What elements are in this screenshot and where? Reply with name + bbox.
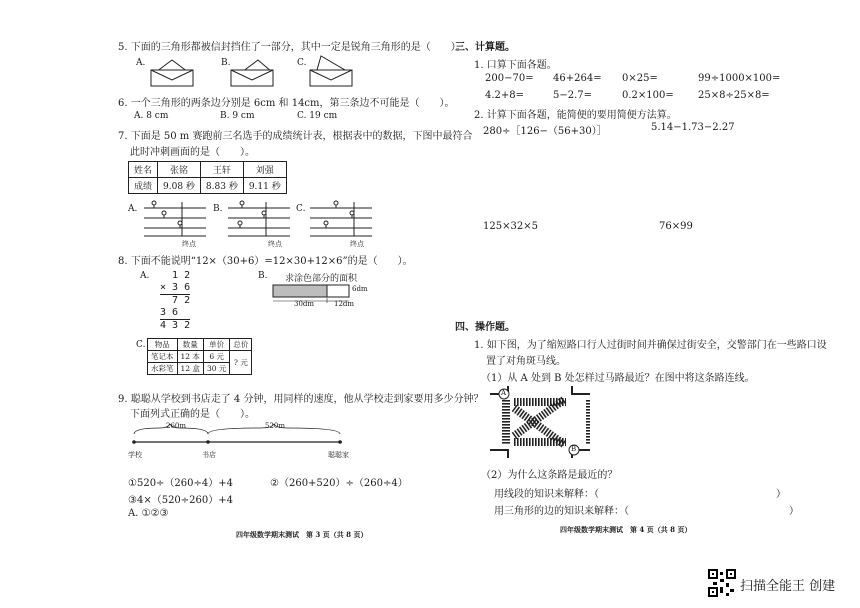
q7-race-picture-a <box>140 198 210 240</box>
answer-line-2-close: ） <box>789 506 799 517</box>
oral-item: 4.2+8= <box>485 90 525 101</box>
q7-option-b: B. <box>213 204 223 214</box>
calc-item: 280÷［126−（56+30）］ <box>483 126 607 137</box>
mul-line: 4 3 2 <box>160 320 191 331</box>
q8-vertical-multiplication <box>160 270 190 332</box>
table-cell: 刘强 <box>243 162 286 178</box>
q9-expr-1: ①520÷（260÷4）+4 <box>128 478 233 489</box>
oral-item: 5−2.7= <box>553 90 593 101</box>
calc-q1: 1. 口算下面各题。 <box>474 60 557 71</box>
q9-expr-2: ②（260+520）÷（260÷4） <box>270 478 408 489</box>
qr-code-icon <box>708 569 736 597</box>
table-cell: 总价 <box>230 339 252 351</box>
q7-results-table <box>128 161 287 194</box>
q7-finish-b: 终点 <box>268 240 282 248</box>
op1-sub-q2: （2）为什么这条路是最近的？ <box>481 470 618 481</box>
table-cell: 9.08 秒 <box>158 178 201 194</box>
q9-place-home: 聪聪家 <box>328 451 349 459</box>
q8-b-title: 求涂色部分的面积 <box>285 274 358 284</box>
answer-line-1: 用线段的知识来解释：（ <box>494 489 599 500</box>
op1-line2: 置了对角斑马线。 <box>486 356 566 367</box>
q8-option-a: A. <box>140 271 150 281</box>
q9-distance-1: 260m <box>166 422 186 430</box>
table-cell: 8.83 秒 <box>200 178 243 194</box>
q5-envelope-c <box>307 54 355 88</box>
table-cell: 12 本 <box>177 351 203 363</box>
table-cell: 物品 <box>148 339 178 351</box>
q6-option-b: B. 9 cm <box>220 111 255 121</box>
q9-answer-option: A. ①②③ <box>128 508 169 519</box>
q7-finish-c: 终点 <box>350 240 364 248</box>
table-cell: 12 盒 <box>177 363 203 375</box>
table-cell: 成绩 <box>129 178 158 194</box>
oral-item: 200−70= <box>485 73 534 84</box>
q9-stem-line2: 下面列式正确的是（ ）。 <box>130 409 255 420</box>
oral-item: 0.2×100= <box>622 90 674 101</box>
q9-place-bookstore: 书店 <box>202 451 216 459</box>
oral-item: 46+264= <box>553 73 602 84</box>
right-page-footer: 四年级数学期末测试 第 4 页（共 8 页） <box>560 525 692 534</box>
q9-expr-3: ③4×（520÷260）+4 <box>128 495 233 506</box>
q9-stem-line1: 9. 聪聪从学校到书店走了 4 分钟，用同样的速度，他从学校走到家要用多少分钟？ <box>118 394 484 405</box>
q5-stem: 5. 下面的三角形都被信封挡住了一部分，其中一定是锐角三角形的是（ ）。 <box>118 42 466 53</box>
q7-stem-line2: 此时冲刺画面的是（ ）。 <box>130 147 255 158</box>
calc-item: 125×32×5 <box>483 221 538 232</box>
mul-line: × 3 6 <box>160 282 191 293</box>
oral-item: 0×25= <box>622 73 658 84</box>
table-cell: ? 元 <box>230 351 252 375</box>
q6-option-a: A. 8 cm <box>134 111 169 121</box>
table-cell: 数量 <box>177 339 203 351</box>
table-cell: 单价 <box>203 339 229 351</box>
answer-line-2: 用三角形的边的知识来解释：（ <box>494 506 629 517</box>
q8-option-b: B. <box>258 271 268 281</box>
section-4-title: 四、操作题。 <box>455 322 515 333</box>
q7-option-a: A. <box>128 204 138 214</box>
q8-stem: 8. 下面不能说明“12×（30+6）=12×30+12×6”的是（ ）。 <box>118 256 413 267</box>
calc-item: 76×99 <box>659 221 693 232</box>
point-b-label: B <box>571 445 577 453</box>
q6-option-c: C. 19 cm <box>297 111 338 121</box>
section-3-title: 三、计算题。 <box>455 42 515 53</box>
q6-stem: 6. 一个三角形的两条边分别是 6cm 和 14cm，第三条边不可能是（ ）。 <box>118 98 455 109</box>
q7-option-c: C. <box>296 204 306 214</box>
calc-q2: 2. 计算下面各题，能简便的要用简便方法算。 <box>474 110 677 121</box>
op1-line1: 1. 如下图，为了缩短路口行人过街时间并确保过街安全，交警部门在一些路口设 <box>474 340 827 351</box>
q8-dim-height: 6dm <box>352 285 368 293</box>
q8-c-table <box>147 338 252 375</box>
q5-option-c: C. <box>297 58 307 68</box>
mul-line: 1 2 <box>160 270 191 281</box>
q8-option-c: C. <box>136 340 146 350</box>
oral-item: 99÷1000×100= <box>698 73 781 84</box>
q9-place-school: 学校 <box>128 451 142 459</box>
q7-finish-a: 终点 <box>182 240 196 248</box>
left-page-footer: 四年级数学期末测试 第 3 页（共 8 页） <box>236 530 368 539</box>
mul-line: 7 2 <box>160 295 191 306</box>
q8-dim-long: 30dm <box>294 300 315 308</box>
table-cell: 张铭 <box>158 162 201 178</box>
q8-dim-short: 12dm <box>334 300 355 308</box>
q9-distance-2: 520m <box>265 422 285 430</box>
answer-line-1-close: ） <box>776 489 786 500</box>
table-cell: 6 元 <box>203 351 229 363</box>
table-cell: 笔记本 <box>148 351 178 363</box>
q5-option-a: A. <box>136 58 146 68</box>
calc-item: 5.14−1.73−2.27 <box>651 122 735 133</box>
q5-envelope-a <box>148 58 196 88</box>
q7-race-picture-b <box>224 198 294 240</box>
op1-sub-q1: （1）从 A 处到 B 处怎样过马路最近？在图中将这条路连线。 <box>481 373 755 384</box>
q5-option-b: B. <box>221 58 231 68</box>
q7-stem-line1: 7. 下面是 50 m 赛跑前三名选手的成绩统计表，根据表中的数据，下图中最符合 <box>118 131 473 142</box>
q7-race-picture-c <box>306 198 376 240</box>
table-cell: 王轩 <box>200 162 243 178</box>
oral-item: 25×8÷25×8= <box>698 90 770 101</box>
table-cell: 9.11 秒 <box>243 178 286 194</box>
point-a-label: A <box>501 389 507 397</box>
q5-envelope-b <box>228 58 276 88</box>
table-cell: 姓名 <box>129 162 158 178</box>
table-cell: 30 元 <box>203 363 229 375</box>
watermark-text: 扫描全能王 创建 <box>740 579 836 594</box>
table-cell: 水彩笔 <box>148 363 178 375</box>
mul-line: 3 6 <box>160 307 191 318</box>
